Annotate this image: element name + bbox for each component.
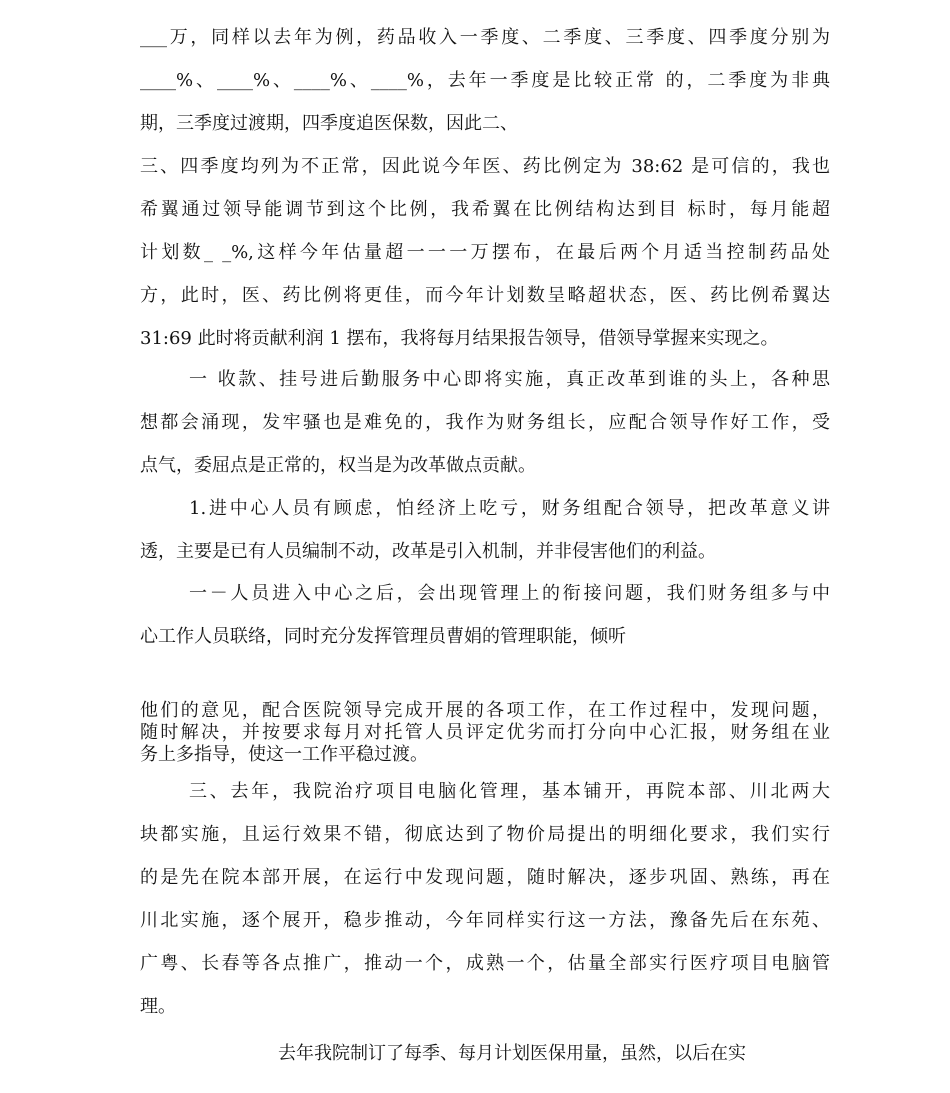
text-line: 31:69 此时将贡献利润 1 摆布，我将每月结果报告领导，借领导掌握来实现之。 <box>140 328 779 349</box>
text-line: 他们的意见，配合医院领导完成开展的各项工作，在工作过程中，发现问题， <box>140 700 830 721</box>
paragraph-staff-concerns <box>140 487 830 573</box>
text-line: 的是先在院本部开展，在运行中发现问题，随时解决，逐步巩固、熟练，再在 <box>140 867 830 888</box>
paragraph-computerized-management <box>140 770 830 1028</box>
text-line: 务上多指导，使这一工作平稳过渡。 <box>140 744 428 765</box>
text-line: 期，三季度过渡期，四季度追医保数，因此二、 <box>140 113 518 134</box>
text-line: 透，主要是已有人员编制不动，改革是引入机制，并非侵害他们的利益。 <box>140 541 716 562</box>
paragraph-insurance-plan <box>278 1032 818 1075</box>
text-line: 三、四季度均列为不正常，因此说今年医、药比例定为 38:62 是可信的，我也 <box>140 156 830 177</box>
text-line: 去年我院制订了每季、每月计划医保用量，虽然，以后在实 <box>278 1043 746 1064</box>
text-line: 1.进中心人员有顾虑，怕经济上吃亏，财务组配合领导，把改革意义讲 <box>189 498 830 519</box>
text-line: 心工作人员联络，同时充分发挥管理员曹娟的管理职能，倾听 <box>140 626 626 647</box>
text-line: 方，此时，医、药比例将更佳，而今年计划数呈略超状态，医、药比例希翼达 <box>140 285 830 306</box>
text-line: 广粤、长春等各点推广，推动一个，成熟一个，估量全部实行医疗项目电脑管 <box>140 953 830 974</box>
text-line: 点气，委屈点是正常的，权当是为改革做点贡献。 <box>140 455 536 476</box>
text-line: 一 收款、挂号进后勤服务中心即将实施，真正改革到谁的头上，各种思 <box>189 369 830 390</box>
text-line: 计划数_ _%,这样今年估量超一一一万摆布，在最后两个月适当控制药品处 <box>140 242 830 263</box>
paragraph-drug-income-ratio <box>140 16 830 360</box>
text-line: 理。 <box>140 996 176 1017</box>
text-line: 块都实施，且运行效果不错，彻底达到了物价局提出的明细化要求，我们实行 <box>140 824 830 845</box>
text-line: 想都会涌现，发牢骚也是难免的，我作为财务组长，应配合领导作好工作，受 <box>140 412 830 433</box>
text-line: 一－人员进入中心之后，会出现管理上的衔接问题，我们财务组多与中 <box>189 583 830 604</box>
text-line: ____%、____%、____%、____%，去年一季度是比较正常 的，二季度为非典 <box>140 70 830 91</box>
text-line: 川北实施，逐个展开，稳步推动，今年同样实行这一方法，豫备先后在东苑、 <box>140 910 830 931</box>
text-line: 希翼通过领导能调节到这个比例，我希翼在比例结构达到目 标时，每月能超 <box>140 199 830 220</box>
paragraph-management-handover <box>140 572 830 658</box>
text-line: 随时解决，并按要求每月对托管人员评定优劣而打分向中心汇报，财务组在业 <box>140 722 830 743</box>
paragraph-listen-opinions <box>140 700 830 766</box>
text-line: 三、去年，我院治疗项目电脑化管理，基本铺开，再院本部、川北两大 <box>189 781 830 802</box>
paragraph-service-center-reform <box>140 358 830 487</box>
text-line: ___万，同样以去年为例，药品收入一季度、二季度、三季度、四季度分别为 <box>140 27 830 48</box>
